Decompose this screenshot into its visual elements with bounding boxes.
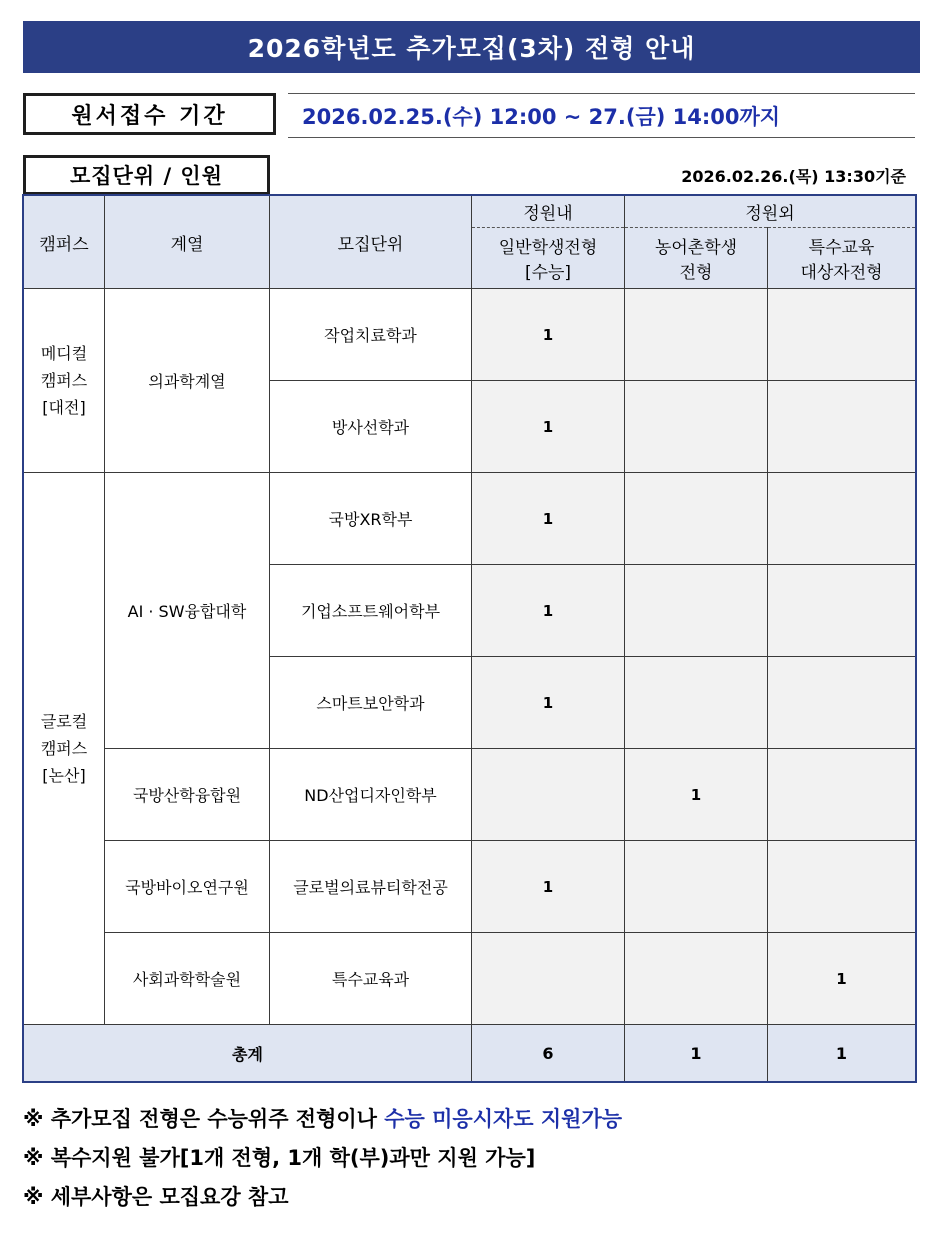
total-general: 6 <box>472 1025 625 1082</box>
general-count: 1 <box>472 289 625 381</box>
application-period-value: 2026.02.25.(수) 12:00 ~ 27.(금) 14:00까지 <box>288 93 915 138</box>
total-rural: 1 <box>625 1025 768 1082</box>
series-cell: 국방바이오연구원 <box>105 841 270 933</box>
rural-count <box>625 657 768 749</box>
note-line: ※ 세부사항은 모집요강 참고 <box>23 1185 289 1209</box>
unit-cell: 특수교육과 <box>270 933 472 1025</box>
table-header-row <box>24 196 916 228</box>
recruitment-table <box>23 195 916 1082</box>
note-line: ※ 복수지원 불가[1개 전형, 1개 학(부)과만 지원 가능] <box>23 1146 536 1170</box>
unit-cell: 방사선학과 <box>270 381 472 473</box>
rural-count <box>625 473 768 565</box>
total-special-ed: 1 <box>768 1025 916 1082</box>
unit-cell: 국방XR학부 <box>270 473 472 565</box>
special-ed-count <box>768 749 916 841</box>
unit-cell: 글로벌의료뷰티학전공 <box>270 841 472 933</box>
special-ed-count <box>768 289 916 381</box>
special-ed-count <box>768 381 916 473</box>
unit-cell: 기업소프트웨어학부 <box>270 565 472 657</box>
series-cell: 사회과학학술원 <box>105 933 270 1025</box>
special-ed-count <box>768 565 916 657</box>
header-campus: 캠퍼스 <box>24 196 105 289</box>
general-count: 1 <box>472 565 625 657</box>
general-count: 1 <box>472 473 625 565</box>
notes-section <box>23 1100 915 1217</box>
table-row <box>24 841 916 933</box>
header-rural: 농어촌학생 전형 <box>625 228 768 289</box>
special-ed-count <box>768 473 916 565</box>
header-general: 일반학생전형 [수능] <box>472 228 625 289</box>
total-row <box>24 1025 916 1082</box>
general-count: 1 <box>472 841 625 933</box>
special-ed-count <box>768 657 916 749</box>
header-within-quota: 정원내 <box>472 196 625 228</box>
rural-count: 1 <box>625 749 768 841</box>
recruitment-units-label: 모집단위 / 인원 <box>23 155 270 195</box>
table-row <box>24 933 916 1025</box>
table-row <box>24 289 916 381</box>
header-outside-quota: 정원외 <box>625 196 916 228</box>
note-line <box>23 1100 915 1139</box>
special-ed-count: 1 <box>768 933 916 1025</box>
total-label: 총계 <box>24 1025 472 1082</box>
table-row <box>24 749 916 841</box>
campus-glocal: 글로컬 캠퍼스 [논산] <box>24 473 105 1025</box>
table-row <box>24 473 916 565</box>
rural-count <box>625 933 768 1025</box>
rural-count <box>625 565 768 657</box>
unit-cell: 스마트보안학과 <box>270 657 472 749</box>
general-count: 1 <box>472 657 625 749</box>
special-ed-count <box>768 841 916 933</box>
series-cell: 의과학계열 <box>105 289 270 473</box>
application-period-label: 원서접수 기간 <box>23 93 276 135</box>
header-series: 계열 <box>105 196 270 289</box>
header-unit: 모집단위 <box>270 196 472 289</box>
rural-count <box>625 841 768 933</box>
header-special-ed: 특수교육 대상자전형 <box>768 228 916 289</box>
unit-cell: ND산업디자인학부 <box>270 749 472 841</box>
unit-cell: 작업치료학과 <box>270 289 472 381</box>
general-count: 1 <box>472 381 625 473</box>
campus-medical: 메디컬 캠퍼스 [대전] <box>24 289 105 473</box>
as-of-timestamp: 2026.02.26.(목) 13:30기준 <box>681 167 906 186</box>
series-cell: AI · SW융합대학 <box>105 473 270 749</box>
general-count <box>472 933 625 1025</box>
general-count <box>472 749 625 841</box>
rural-count <box>625 381 768 473</box>
series-cell: 국방산학융합원 <box>105 749 270 841</box>
note-highlight: 수능 미응시자도 지원가능 <box>384 1107 623 1131</box>
rural-count <box>625 289 768 381</box>
page-title: 2026학년도 추가모집(3차) 전형 안내 <box>23 21 920 73</box>
note-text: ※ 추가모집 전형은 수능위주 전형이나 <box>23 1107 385 1131</box>
